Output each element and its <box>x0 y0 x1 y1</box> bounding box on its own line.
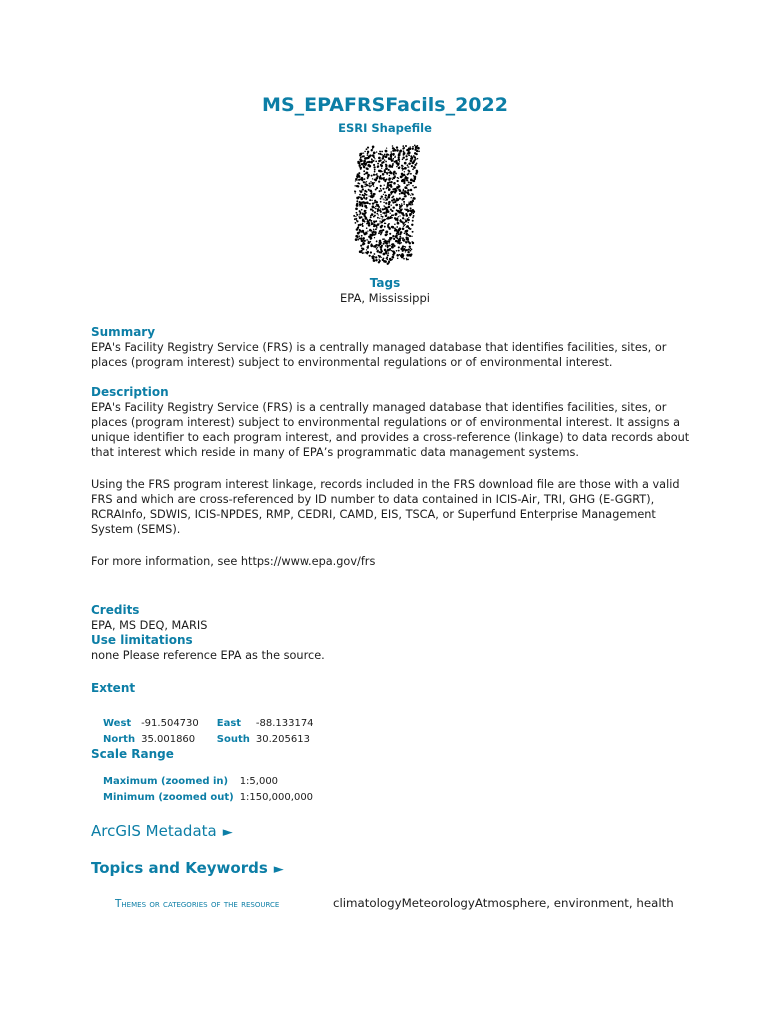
extent-east-value: -88.133174 <box>255 717 314 729</box>
themes-row <box>115 896 674 910</box>
topics-keywords-label: Topics and Keywords <box>91 859 268 877</box>
extent-table <box>103 715 332 747</box>
extent-south-value: 30.205613 <box>255 733 310 745</box>
summary-text: EPA's Facility Registry Service (FRS) is a centrally managed database that identifies facilities, sites, or places (program interest) subject to environmental regulations or of environmental interest. <box>91 341 667 369</box>
document-title: MS_EPAFRSFacils_2022 <box>262 94 508 116</box>
expand-arrow-icon: ► <box>222 825 233 840</box>
extent-west-value: -91.504730 <box>141 717 199 729</box>
scale-max-label: Maximum (zoomed in) <box>103 775 229 787</box>
scale-min-label: Minimum (zoomed out) <box>103 791 234 803</box>
description-paragraph-3: For more information, see https://www.epa.gov/frs <box>91 555 376 568</box>
description-heading: Description <box>91 385 169 399</box>
extent-heading: Extent <box>91 681 136 695</box>
extent-north-value: 35.001860 <box>141 733 196 745</box>
scale-min-value: 1:150,000,000 <box>239 791 314 803</box>
use-limitations-value: none Please reference EPA as the source. <box>91 649 325 662</box>
description-paragraph-2: Using the FRS program interest linkage, records included in the FRS download file are those with a valid FRS and which are cross-referenced by ID number to data contained in ICIS-Air, TRI, GHG (E-GGRT), RCRAInfo, SDWIS, ICIS-NPDES, RMP, CEDRI, CAMD, EIS, TSCA, or Superfund Enterprise Management System (SEMS). <box>91 478 680 536</box>
summary-heading: Summary <box>91 325 156 339</box>
tags-heading: Tags <box>369 276 401 290</box>
use-limitations-heading: Use limitations <box>91 633 193 647</box>
scale-range-table <box>103 773 319 805</box>
themes-label: Themes or categories of the resource <box>115 898 280 910</box>
extent-north-label: North <box>103 733 136 745</box>
expand-arrow-icon: ► <box>273 862 284 877</box>
credits-value: EPA, MS DEQ, MARIS <box>91 619 208 632</box>
thumbnail-map-image <box>349 143 421 267</box>
description-section <box>91 385 691 569</box>
scale-range-heading: Scale Range <box>91 747 174 761</box>
summary-section <box>91 325 691 370</box>
description-paragraph-1: EPA's Facility Registry Service (FRS) is a centrally managed database that identifies facilities, sites, or places (program interest) subject to environmental regulations or of environmental interest. It assigns a unique identifier to each program interest, and provides a cross-reference (linkage) to data records about that interest which reside in many of EPA’s programmatic data management systems. <box>91 401 690 459</box>
scale-max-value: 1:5,000 <box>239 775 279 787</box>
topics-keywords-toggle[interactable] <box>91 859 284 877</box>
themes-value: climatologyMeteorologyAtmosphere, environment, health <box>333 896 674 910</box>
extent-west-label: West <box>103 717 132 729</box>
extent-south-label: South <box>216 733 250 745</box>
format-label: ESRI Shapefile <box>338 121 432 135</box>
tags-value: EPA, Mississippi <box>340 291 430 305</box>
credits-heading: Credits <box>91 603 140 617</box>
credits-section <box>91 603 691 663</box>
arcgis-metadata-label: ArcGIS Metadata <box>91 822 217 840</box>
extent-east-label: East <box>216 717 242 729</box>
arcgis-metadata-toggle[interactable] <box>91 822 233 840</box>
